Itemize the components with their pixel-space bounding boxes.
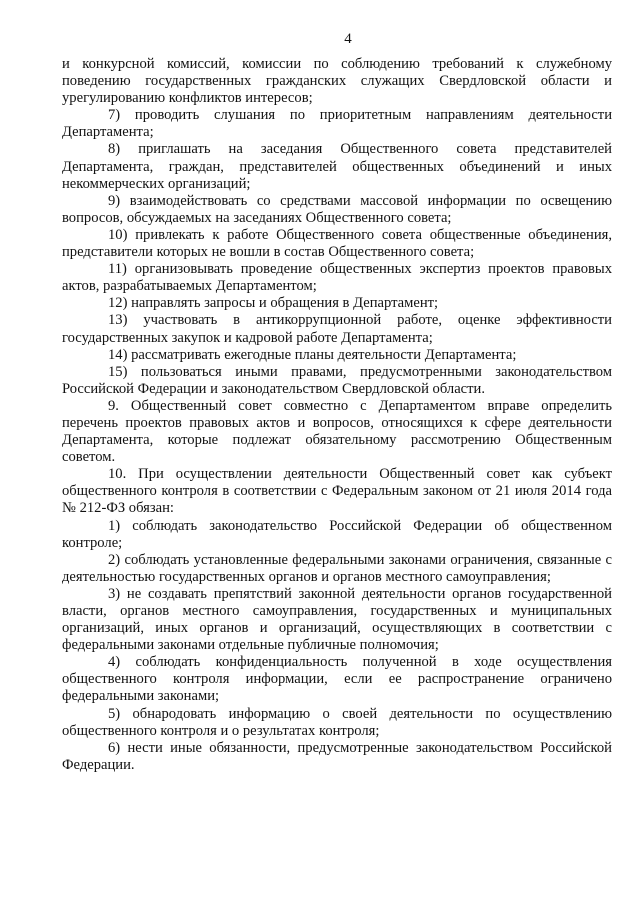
- list-item-8: 8) приглашать на заседания Общественного совета представителей Департамента, граждан, представителей общественных объединений и иных некоммерческих организаций;: [62, 141, 612, 192]
- section-10: 10. При осуществлении деятельности Общественный совет как субъект общественного контроля в соответствии с Федеральным законом от 21 июля 2014 года № 212-ФЗ обязан:: [62, 466, 612, 517]
- paragraph-continuation: и конкурсной комиссий, комиссии по соблюдению требований к служебному поведению государственных гражданских служащих Свердловской области и урегулированию конфликтов интересов;: [62, 56, 612, 107]
- list-item-14: 14) рассматривать ежегодные планы деятельности Департамента;: [108, 346, 517, 363]
- list-item-13: 13) участвовать в антикоррупционной работе, оценке эффективности государственных закупок и кадровой работе Департамента;: [62, 312, 612, 346]
- list-item-12: 12) направлять запросы и обращения в Департамент;: [108, 295, 439, 312]
- page-number: 4: [344, 31, 352, 47]
- duty-item-1: 1) соблюдать законодательство Российской Федерации об общественном контроле;: [62, 517, 612, 551]
- duty-item-4: 4) соблюдать конфиденциальность полученной в ходе осуществления общественного контроля информации, если ее распространение ограничено федеральными законами;: [62, 654, 612, 705]
- list-item-9: 9) взаимодействовать со средствами массовой информации по освещению вопросов, обсуждаемых на заседаниях Общественного совета;: [62, 192, 612, 226]
- duty-item-3: 3) не создавать препятствий законной деятельности органов государственной власти, органов местного самоуправления, государственных и муниципальных организаций, иных органов и организаций, осуществляющих в соответствии с федеральными законами отдельные публичные полномочия;: [62, 585, 612, 654]
- list-item-7: 7) проводить слушания по приоритетным направлениям деятельности Департамента;: [62, 107, 612, 141]
- duty-item-6: 6) нести иные обязанности, предусмотренные законодательством Российской Федерации.: [62, 739, 612, 773]
- duty-item-2: 2) соблюдать установленные федеральными законами ограничения, связанные с деятельностью государственных органов и органов местного самоуправления;: [62, 551, 612, 585]
- duty-item-5: 5) обнародовать информацию о своей деятельности по осуществлению общественного контроля и о результатах контроля;: [62, 705, 612, 739]
- list-item-10: 10) привлекать к работе Общественного совета общественные объединения, представители которых не вошли в состав Общественного совета;: [62, 226, 612, 261]
- section-9: 9. Общественный совет совместно с Департаментом вправе определить перечень проектов правовых актов и вопросов, относящихся к сфере деятельности Департамента, которые подлежат обязательному рассмотрению Общественным советом.: [62, 397, 612, 466]
- list-item-11: 11) организовывать проведение общественных экспертиз проектов правовых актов, разрабатываемых Департаментом;: [62, 261, 612, 295]
- list-item-15: 15) пользоваться иными правами, предусмотренными законодательством Российской Федерации и законодательством Свердловской области.: [62, 363, 612, 397]
